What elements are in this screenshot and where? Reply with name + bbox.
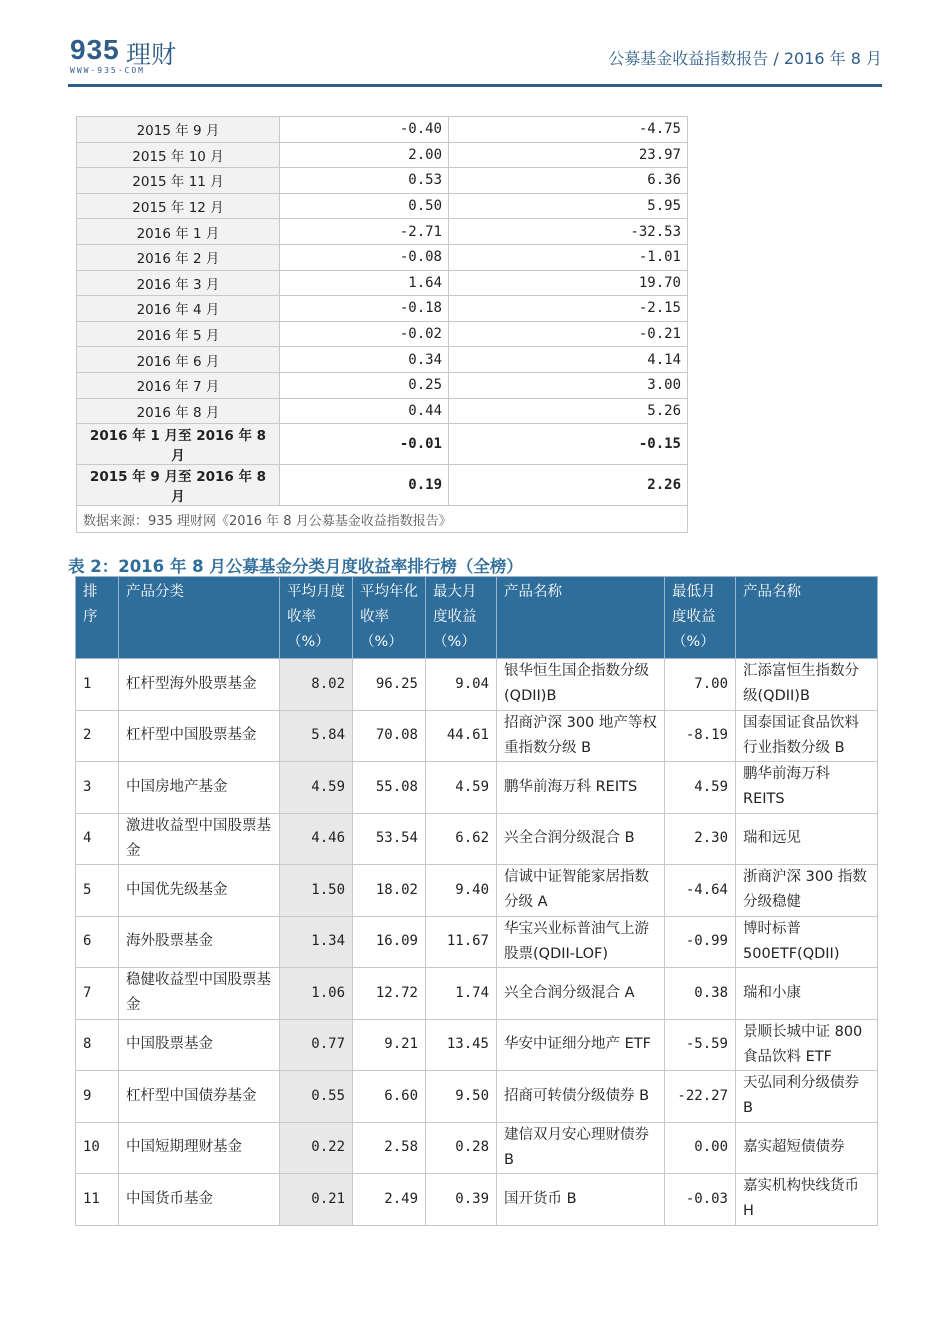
table-row <box>76 916 878 968</box>
min-return-cell: -0.99 <box>665 916 736 968</box>
monthly-return-cell: -0.08 <box>280 244 449 270</box>
category-cell: 中国短期理财基金 <box>119 1122 280 1174</box>
period-cell: 2015 年 10 月 <box>77 142 280 168</box>
source-row <box>77 506 688 533</box>
min-return-cell: 0.00 <box>665 1122 736 1174</box>
category-cell: 杠杆型中国股票基金 <box>119 710 280 762</box>
rank-cell: 8 <box>76 1019 119 1071</box>
avg-annual-cell: 2.58 <box>353 1122 426 1174</box>
avg-monthly-cell: 5.84 <box>280 710 353 762</box>
max-fund-name-cell: 鹏华前海万科 REITS <box>497 762 665 814</box>
rank-cell: 1 <box>76 659 119 711</box>
avg-monthly-cell: 0.55 <box>280 1071 353 1123</box>
annual-return-cell: 4.14 <box>449 347 688 373</box>
avg-annual-cell: 12.72 <box>353 968 426 1020</box>
monthly-return-cell: 0.50 <box>280 193 449 219</box>
table-row <box>77 270 688 296</box>
min-fund-name-cell: 瑞和远见 <box>736 813 878 865</box>
logo-text: 理财 <box>126 40 177 69</box>
table-row <box>77 347 688 373</box>
period-cell: 2015 年 11 月 <box>77 168 280 194</box>
max-fund-name-cell: 兴全合润分级混合 A <box>497 968 665 1020</box>
annual-return-cell: -32.53 <box>449 219 688 245</box>
rank-cell: 2 <box>76 710 119 762</box>
min-return-cell: -5.59 <box>665 1019 736 1071</box>
monthly-return-cell: 0.53 <box>280 168 449 194</box>
max-return-cell: 4.59 <box>426 762 497 814</box>
min-return-cell: -8.19 <box>665 710 736 762</box>
avg-monthly-cell: 4.59 <box>280 762 353 814</box>
avg-annual-cell: 18.02 <box>353 865 426 917</box>
period-cell: 2016 年 1 月至 2016 年 8 月 <box>77 424 280 465</box>
avg-monthly-cell: 4.46 <box>280 813 353 865</box>
max-fund-name-cell: 招商沪深 300 地产等权重指数分级 B <box>497 710 665 762</box>
rank-cell: 7 <box>76 968 119 1020</box>
table-row <box>77 321 688 347</box>
page-header <box>68 30 882 86</box>
max-fund-name-cell: 建信双月安心理财债券 B <box>497 1122 665 1174</box>
table-row <box>77 142 688 168</box>
period-cell: 2016 年 3 月 <box>77 270 280 296</box>
annual-return-cell: -1.01 <box>449 244 688 270</box>
summary-row <box>77 424 688 465</box>
min-return-cell: -4.64 <box>665 865 736 917</box>
annual-return-cell: 5.95 <box>449 193 688 219</box>
avg-annual-cell: 55.08 <box>353 762 426 814</box>
report-title: 公募基金收益指数报告 / 2016 年 8 月 <box>608 49 882 68</box>
min-fund-name-cell: 嘉实超短债债券 <box>736 1122 878 1174</box>
rank-cell: 4 <box>76 813 119 865</box>
table-row <box>77 219 688 245</box>
table-row <box>77 398 688 424</box>
period-cell: 2016 年 5 月 <box>77 321 280 347</box>
period-cell: 2016 年 8 月 <box>77 398 280 424</box>
monthly-return-cell: 0.19 <box>280 465 449 506</box>
category-cell: 中国货币基金 <box>119 1174 280 1226</box>
table-row <box>77 193 688 219</box>
annual-return-cell: -2.15 <box>449 296 688 322</box>
max-fund-name-cell: 兴全合润分级混合 B <box>497 813 665 865</box>
annual-return-cell: 23.97 <box>449 142 688 168</box>
table-row <box>76 968 878 1020</box>
table-row <box>76 1071 878 1123</box>
avg-monthly-cell: 1.50 <box>280 865 353 917</box>
annual-return-cell: 5.26 <box>449 398 688 424</box>
min-fund-name-cell: 景顺长城中证 800 食品饮料 ETF <box>736 1019 878 1071</box>
category-cell: 中国股票基金 <box>119 1019 280 1071</box>
avg-annual-cell: 70.08 <box>353 710 426 762</box>
period-cell: 2016 年 6 月 <box>77 347 280 373</box>
category-cell: 海外股票基金 <box>119 916 280 968</box>
max-return-cell: 1.74 <box>426 968 497 1020</box>
col-max-monthly: 最大月度收益（%） <box>426 577 497 659</box>
rank-cell: 9 <box>76 1071 119 1123</box>
annual-return-cell: -0.15 <box>449 424 688 465</box>
rank-cell: 5 <box>76 865 119 917</box>
rank-cell: 11 <box>76 1174 119 1226</box>
avg-monthly-cell: 8.02 <box>280 659 353 711</box>
max-fund-name-cell: 信诚中证智能家居指数分级 A <box>497 865 665 917</box>
min-fund-name-cell: 国泰国证食品饮料行业指数分级 B <box>736 710 878 762</box>
min-return-cell: 0.38 <box>665 968 736 1020</box>
max-return-cell: 13.45 <box>426 1019 497 1071</box>
monthly-return-cell: 2.00 <box>280 142 449 168</box>
table-row <box>76 865 878 917</box>
min-fund-name-cell: 瑞和小康 <box>736 968 878 1020</box>
summary-row <box>77 465 688 506</box>
table-row <box>76 1122 878 1174</box>
min-fund-name-cell: 嘉实机构快线货币 H <box>736 1174 878 1226</box>
max-fund-name-cell: 招商可转债分级债券 B <box>497 1071 665 1123</box>
table-row <box>76 659 878 711</box>
min-fund-name-cell: 鹏华前海万科 REITS <box>736 762 878 814</box>
table-row <box>77 296 688 322</box>
category-cell: 杠杆型海外股票基金 <box>119 659 280 711</box>
table-row <box>77 244 688 270</box>
rank-cell: 6 <box>76 916 119 968</box>
avg-annual-cell: 96.25 <box>353 659 426 711</box>
max-return-cell: 11.67 <box>426 916 497 968</box>
max-return-cell: 0.28 <box>426 1122 497 1174</box>
avg-annual-cell: 9.21 <box>353 1019 426 1071</box>
avg-monthly-cell: 1.06 <box>280 968 353 1020</box>
data-source-note: 数据来源：935 理财网《2016 年 8 月公募基金收益指数报告》 <box>77 506 688 533</box>
monthly-return-cell: -0.18 <box>280 296 449 322</box>
avg-annual-cell: 2.49 <box>353 1174 426 1226</box>
table-row <box>76 813 878 865</box>
rank-cell: 10 <box>76 1122 119 1174</box>
col-min-monthly: 最低月度收益（%） <box>665 577 736 659</box>
annual-return-cell: -0.21 <box>449 321 688 347</box>
max-return-cell: 9.04 <box>426 659 497 711</box>
logo-url: WWW·935·COM <box>70 66 145 75</box>
monthly-return-cell: -2.71 <box>280 219 449 245</box>
header-divider <box>68 84 882 87</box>
min-return-cell: 4.59 <box>665 762 736 814</box>
table2-caption: 表 2：2016 年 8 月公募基金分类月度收益率排行榜（全榜） <box>68 557 523 576</box>
category-cell: 激进收益型中国股票基金 <box>119 813 280 865</box>
monthly-index-table <box>76 116 688 533</box>
min-fund-name-cell: 博时标普 500ETF(QDII) <box>736 916 878 968</box>
avg-monthly-cell: 0.22 <box>280 1122 353 1174</box>
monthly-return-cell: 0.34 <box>280 347 449 373</box>
col-max-name: 产品名称 <box>497 577 665 659</box>
avg-monthly-cell: 1.34 <box>280 916 353 968</box>
max-return-cell: 6.62 <box>426 813 497 865</box>
avg-annual-cell: 53.54 <box>353 813 426 865</box>
table-header-row <box>76 577 878 659</box>
min-return-cell: 7.00 <box>665 659 736 711</box>
table-row <box>76 1019 878 1071</box>
col-min-name: 产品名称 <box>736 577 878 659</box>
table-row <box>77 117 688 143</box>
period-cell: 2015 年 9 月至 2016 年 8 月 <box>77 465 280 506</box>
category-cell: 中国房地产基金 <box>119 762 280 814</box>
max-return-cell: 44.61 <box>426 710 497 762</box>
category-cell: 稳健收益型中国股票基金 <box>119 968 280 1020</box>
table-row <box>76 762 878 814</box>
min-return-cell: -22.27 <box>665 1071 736 1123</box>
period-cell: 2015 年 9 月 <box>77 117 280 143</box>
min-return-cell: -0.03 <box>665 1174 736 1226</box>
period-cell: 2016 年 1 月 <box>77 219 280 245</box>
table-row <box>76 1174 878 1226</box>
col-avg-monthly: 平均月度收率（%） <box>280 577 353 659</box>
period-cell: 2015 年 12 月 <box>77 193 280 219</box>
monthly-return-cell: -0.40 <box>280 117 449 143</box>
annual-return-cell: 2.26 <box>449 465 688 506</box>
avg-annual-cell: 16.09 <box>353 916 426 968</box>
category-cell: 中国优先级基金 <box>119 865 280 917</box>
period-cell: 2016 年 7 月 <box>77 372 280 398</box>
annual-return-cell: 3.00 <box>449 372 688 398</box>
monthly-return-cell: -0.01 <box>280 424 449 465</box>
table-row <box>76 710 878 762</box>
max-return-cell: 9.50 <box>426 1071 497 1123</box>
max-return-cell: 0.39 <box>426 1174 497 1226</box>
min-fund-name-cell: 浙商沪深 300 指数分级稳健 <box>736 865 878 917</box>
monthly-return-cell: 0.25 <box>280 372 449 398</box>
annual-return-cell: -4.75 <box>449 117 688 143</box>
avg-annual-cell: 6.60 <box>353 1071 426 1123</box>
col-category: 产品分类 <box>119 577 280 659</box>
annual-return-cell: 19.70 <box>449 270 688 296</box>
max-fund-name-cell: 华宝兴业标普油气上游股票(QDII-LOF) <box>497 916 665 968</box>
avg-monthly-cell: 0.21 <box>280 1174 353 1226</box>
min-fund-name-cell: 汇添富恒生指数分级(QDII)B <box>736 659 878 711</box>
monthly-return-cell: 0.44 <box>280 398 449 424</box>
min-fund-name-cell: 天弘同利分级债券 B <box>736 1071 878 1123</box>
period-cell: 2016 年 2 月 <box>77 244 280 270</box>
min-return-cell: 2.30 <box>665 813 736 865</box>
col-rank: 排序 <box>76 577 119 659</box>
category-cell: 杠杆型中国债券基金 <box>119 1071 280 1123</box>
col-avg-annual: 平均年化收率（%） <box>353 577 426 659</box>
monthly-return-cell: 1.64 <box>280 270 449 296</box>
avg-monthly-cell: 0.77 <box>280 1019 353 1071</box>
max-fund-name-cell: 华安中证细分地产 ETF <box>497 1019 665 1071</box>
table-row <box>77 168 688 194</box>
table-row <box>77 372 688 398</box>
annual-return-cell: 6.36 <box>449 168 688 194</box>
max-fund-name-cell: 银华恒生国企指数分级(QDII)B <box>497 659 665 711</box>
monthly-return-cell: -0.02 <box>280 321 449 347</box>
max-return-cell: 9.40 <box>426 865 497 917</box>
category-ranking-table <box>75 576 878 1226</box>
rank-cell: 3 <box>76 762 119 814</box>
logo-number: 935 <box>70 34 120 65</box>
period-cell: 2016 年 4 月 <box>77 296 280 322</box>
max-fund-name-cell: 国开货币 B <box>497 1174 665 1226</box>
